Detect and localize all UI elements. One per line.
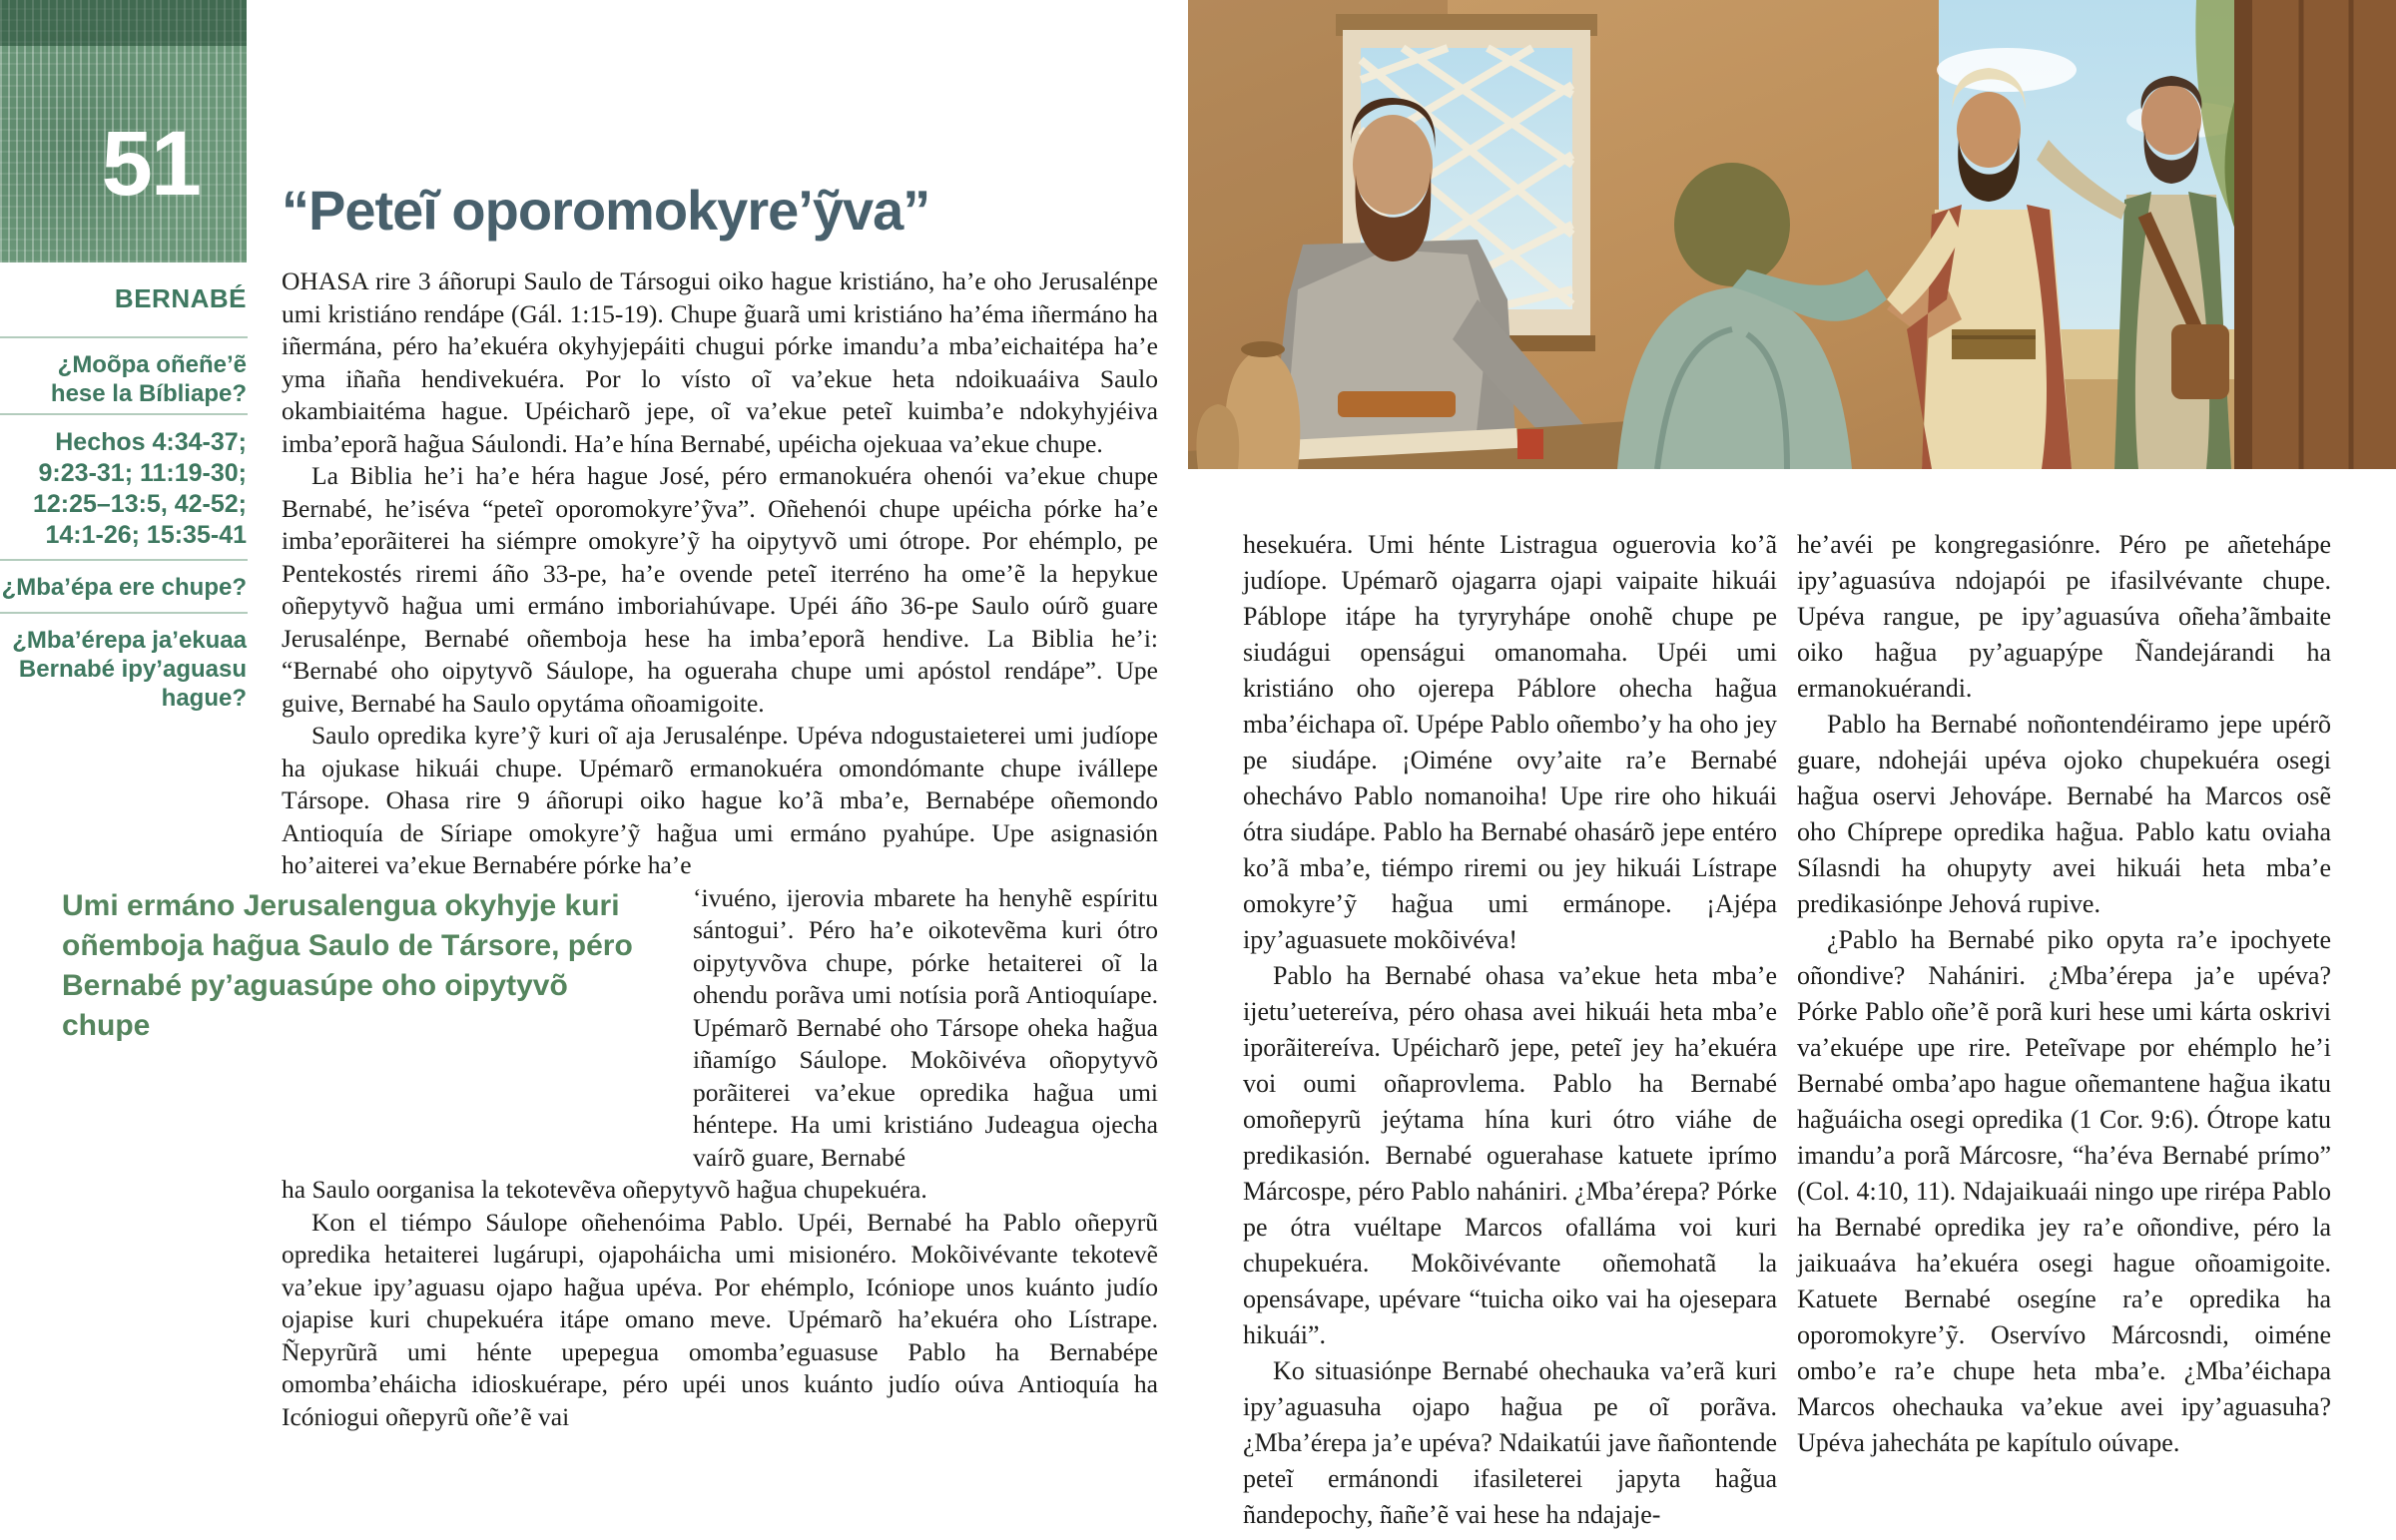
paragraph: Saulo opredika kyre’ỹ kuri oĩ aja Jerusalénpe. Upéva ndogustaieterei umi judíope ha ojukase hikuái chupe. Upémarõ ermanokuéra omondómante chupe ivállepe Társope. Ohasa rire 9 áñorupi oiko hague ko’ã mba’e, Bernabépe oñemondo Antioquía de Síriape omokyre’ỹ hag̃ua umi ermáno pyahúpe. Upe asignasión ho’aiterei va’ekue Bernabére pórke ha’e [282,721,1158,879]
paragraph: hesekuéra. Umi hénte Listragua oguerovia ko’ã judíope. Upémarõ ojagarra ojapi vaipaite hikuái Páblope itápe ha tyryryhápe onohẽ chupe pe siudágui openságui omanomaha. Upéi umi kristiáno oho ojerepa Páblore ohecha hag̃ua mba’éichapa oĩ. Upépe Pablo oñembo’y ha oho jey pe siudápe. ¡Oiméne ovy’aite ra’e Bernabé ohechávo Pablo nomanoiha! Upe rire oho hikuái ótra siudápe. Pablo ha Bernabé ohasárõ jepe entéro ko’ã mba’e, tiémpo riremi ou jey hikuái Lístrape omokyre’ỹ hag̃ua umi ermánope. ¡Ajépa ipy’aguasuete mokõivéva! [1243,530,1777,954]
chapter-number: 51 [101,113,200,215]
sidebar-question-3: ¿Mba’érepa ja’ekuaa Bernabé ipy’aguasu hague? [12,627,247,712]
illustration [1188,0,2396,469]
pull-quote: Umi ermáno Jerusalengua okyhyje kuri oñemboja hag̃ua Saulo de Társore, péro Bernabé py’aguasúpe oho oipytyvõ chupe [62,888,633,1042]
paragraph: Pablo ha Bernabé ohasa va’ekue heta mba’e ijetu’uetereíva, péro ohasa avei hikuái heta mba’e iporãitereíva. Upéicharõ jepe, peteĩ jey ha’ekuéra voi oumi oñaprovlema. Pablo ha Bernabé omoñepyrũ jeýtama hína kuri ótro viáhe de predikasión. Bernabé oguerahase katuete iprímo Márcospe, péro Pablo nahániri. ¿Mba’érepa? Pórke pe ótra vuéltape Marcos ofalláma voi kuri chupekuéra. Mokõivévante oñemohatã la opensávape, upévare “tuicha oiko vai ha ojesepara hikuái”. [1243,961,1777,1349]
sidebar-divider [0,336,248,338]
chapter-pattern-box [0,0,247,262]
book-label: BERNABÉ [114,283,247,313]
paragraph: ha Saulo oorganisa la tekotevẽva oñepytyvõ hag̃ua chupekuéra. [282,1175,927,1204]
sidebar-divider [0,612,248,614]
sidebar-question-2: ¿Mba’épa ere chupe? [1,574,247,601]
paragraph: La Biblia he’i ha’e héra hague José, péro ermanokuéra ohenói va’ekue chupe Bernabé, he’iséva “peteĩ oporomokyre’ỹva”. Oñehenói chupe upéicha pórke ha’e imba’eporãiterei ha siémpre omokyre’ỹ ha oipytyvõ umi ótrope. Por ehémplo, pe Pentekostés riremi áño 33-pe, ha’e ovende peteĩ iterréno ha ome’ẽ la hepykue oñepytyvõ hag̃ua umi ermáno imboriahúvape. Upéi áño 36-pe Saulo oúrõ guare Jerusalénpe, Bernabé oñemboja hese ha imba’eporã hendive. La Biblia he’i: “Bernabé oho oipytyvõ Sáulope, ha ogueraha chupe umi apóstol rendápe”. Upe guive, Bernabé ha Saulo opytáma oñoamigoite. [282,461,1158,718]
paragraph-wrap-block [62,882,1158,1175]
illustration-canvas [1188,0,2396,469]
article-column-2 [1243,527,1777,1533]
paragraph: ¿Pablo ha Bernabé piko opyta ra’e ipochyete oñondive? Nahániri. ¿Mba’érepa ja’e upéva? Pórke Pablo oñe’ẽ porã kuri hese umi kárta oskrivi va’ekuépe upe rire. Peteĩvape por ehémplo he’i Bernabé omba’apo hague oñemantene hag̃ua ikatu hag̃uáicha osegi opredika (1 Cor. 9:6). Ótrope katu imandu’a porã Márcosre, “ha’éva Bernabé prímo” (Col. 4:10, 11). Ndajaikuaái ningo upe rirépa Pablo ha Bernabé opredika jey ra’e oñondive, péro la jaikuaáva ha’ekuéra osegi hague oñoamigoite. Katuete Bernabé osegíne ra’e opredika ha oporomokyre’ỹ. Oservívo Márcosndi, oiméne ombo’e ra’e chupe heta mba’e. ¿Mba’éichapa Marcos ohechauka va’ekue avei ipy’aguasuha? Upéva jahecháta pe kapítulo oúvape. [1797,925,2331,1457]
sidebar-question-1: ¿Moõpa oñeñe’ẽ hese la Bíbliape? [50,351,247,407]
article-column-3 [1797,527,2331,1461]
paragraph: he’avéi pe kongregasiónre. Péro pe añetehápe ipy’aguasúva ndojapói pe ifasilvévante chupe. Upéva rangue, pe ipy’aguasúva oñeha’ãmbaite oiko hag̃ua py’aguapýpe Ñandejárandi ha ermanokuérandi. [1797,530,2331,703]
paragraph: Pablo ha Bernabé noñontendéiramo jepe upérõ guare, ndohejái upéva ojoko chupekuéra osegi hag̃ua oservi Jehovápe. Bernabé ha Marcos osẽ oho Chíprepe opredika hag̃ua. Pablo katu oviaha Sílasndi ha ohupyty avei hikuái heta mba’e predikasiónpe Jehová rupive. [1797,710,2331,918]
scripture-references: Hechos 4:34-37; 9:23-31; 11:19-30; 12:25–13:5, 42-52; 14:1-26; 15:35-41 [32,428,247,549]
sidebar-divider [0,413,248,415]
paragraph: Ko situasiónpe Bernabé ohechauka va’erã kuri ipy’aguasuha ojapo hag̃ua pe oĩ porãva. ¿Mba’érepa ja’e upéva? Ndaikatúi jave ñañontende peteĩ ermánondi ifasileterei japyta hag̃ua ñandepochy, ñañe’ẽ vai hese ha ndajaje- [1243,1356,1777,1529]
paragraph: ‘ivuéno, ijerovia mbarete ha henyhẽ espíritu sántogui’. Péro ha’e oikotevẽma kuri ótro oipytyvõva chupe, pórke hetaiterei oĩ la ohendu porãva umi notísia porã Antioquíape. Upémarõ Bernabé oho Társope oheka hag̃ua iñamígo Sáulope. Mokõivéva oñopytyvõ porãiterei va’ekue opredika hag̃ua umi héntepe. Ha umi kristiáno Judeagua ojecha vaírõ guare, Bernabé [693,882,1158,1172]
page-title: “Peteĩ oporomokyre’ỹva” [282,178,930,242]
paragraph: Kon el tiémpo Sáulope oñehenóima Pablo. Upéi, Bernabé ha Pablo oñepyrũ opredika hetaiterei lugárupi, ojapoháicha umi misionéro. Mokõivévante tekotevẽ va’ekue ipy’aguasu ojapo hag̃ua upéva. Por ehémplo, Icóniope unos kuánto judío ojapise kuri chupekuéra itápe omano meve. Upémarõ ha’ekuéra oho Lístrape. Ñepyrũrã umi hénte upepegua omomba’eguasuse Pablo ha Bernabépe omomba’eháicha idioskuérape, péro upéi unos kuánto judío oúva Antioquía ha Icóniogui oñepyrũ oñe’ẽ vai [282,1207,1158,1431]
paragraph: OHASA rire 3 áñorupi Saulo de Társogui oiko hague kristiáno, ha’e oho Jerusalénpe umi kristiáno rendápe (Gál. 1:15-19). Chupe g̃uarã umi kristiáno ha’éma iñermáno ha iñermána, péro ha’ekuéra okyhyjepáiti chugui pórke imandu’a mba’eichaitépa ha’e yma iñaña hendivekuéra. Por lo vísto oĩ va’ekue heta ndoikuaáiva Saulo okambiaitéma hague. Upéicharõ jepe, oĩ va’ekue peteĩ kuimba’e ndokyhyjéiva imba’eporã hag̃ua Sáulondi. Ha’e hína Bernabé, upéicha ojekuaa va’ekue chupe. [282,266,1158,458]
wooden-door [2234,0,2396,469]
sidebar-divider [0,559,248,561]
